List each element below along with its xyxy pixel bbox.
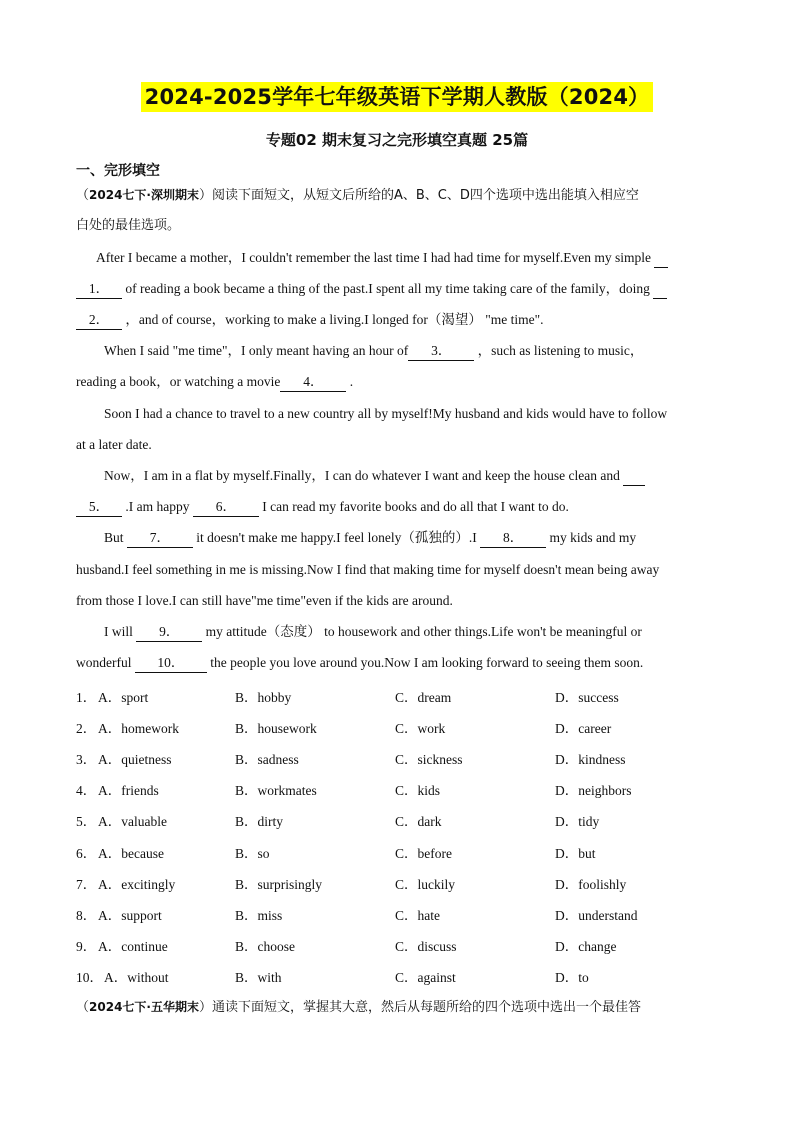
option-row: 7． A．excitingly B．surprisingly C．luckily D．foolishly bbox=[76, 873, 756, 891]
source-tag: 2024七下·五华期末 bbox=[89, 1000, 199, 1014]
option-d[interactable]: D．tidy bbox=[555, 814, 600, 829]
option-row: 4． A．friends B．workmates C．kids D．neighbors bbox=[76, 779, 756, 797]
option-d[interactable]: D．to bbox=[555, 970, 589, 985]
option-a[interactable]: A．continue bbox=[98, 939, 168, 954]
option-c[interactable]: C．kids bbox=[395, 783, 441, 798]
option-b[interactable]: B．with bbox=[235, 970, 282, 985]
option-row: 1． A．sport B．hobby C．dream D．success bbox=[76, 686, 756, 704]
option-b[interactable]: B．sadness bbox=[235, 752, 299, 767]
option-c[interactable]: C．hate bbox=[395, 908, 440, 923]
option-c[interactable]: C．luckily bbox=[395, 877, 455, 892]
passage-line: from those I love.I can still have"me time"even if the kids are around. bbox=[76, 593, 453, 608]
document-subtitle: 专题02 期末复习之完形填空真题 25篇 bbox=[265, 131, 529, 149]
blank-2[interactable]: 2． bbox=[76, 311, 122, 330]
option-a[interactable]: A．without bbox=[104, 970, 169, 985]
passage-line: After I became a mother，I couldn't remember the last time I had had time for myself.Even my simple bbox=[96, 249, 668, 268]
passage-line: wonderful 10． the people you love around you.Now I am looking forward to seeing them soon. bbox=[76, 654, 643, 673]
blank-6[interactable]: 6． bbox=[193, 498, 259, 517]
intro-line-1: （2024七下·深圳期末）阅读下面短文，从短文后所给的A、B、C、D四个选项中选出能填入相应空 bbox=[76, 188, 639, 203]
option-row: 2． A．homework B．housework C．work D．career bbox=[76, 717, 756, 735]
passage-line: When I said "me time"，I only meant having an hour of 3． ，such as listening to music， bbox=[104, 342, 643, 361]
blank-4[interactable]: 4． bbox=[280, 373, 346, 392]
option-c[interactable]: C．dream bbox=[395, 690, 452, 705]
option-b[interactable]: B．hobby bbox=[235, 690, 292, 705]
option-a[interactable]: A．friends bbox=[98, 783, 159, 798]
option-d[interactable]: D．neighbors bbox=[555, 783, 632, 798]
option-a[interactable]: A．support bbox=[98, 908, 162, 923]
document-title: 2024-2025学年七年级英语下学期人教版（2024） bbox=[141, 82, 654, 112]
option-row: 10． A．without B．with C．against D．to bbox=[76, 966, 756, 984]
option-a[interactable]: A．excitingly bbox=[98, 877, 176, 892]
passage-line: reading a book，or watching a movie 4． . bbox=[76, 373, 353, 392]
option-c[interactable]: C．work bbox=[395, 721, 446, 736]
option-c[interactable]: C．dark bbox=[395, 814, 442, 829]
passage-line: I will 9． my attitude（态度） to housework and other things.Life won't be meaningful or bbox=[104, 623, 642, 642]
passage-line: But 7． it doesn't make me happy.I feel lonely（孤独的）.I 8． my kids and my bbox=[104, 529, 636, 548]
passage-line: 5． .I am happy 6． I can read my favorite books and do all that I want to do. bbox=[76, 498, 569, 517]
option-b[interactable]: B．so bbox=[235, 846, 270, 861]
option-a[interactable]: A．sport bbox=[98, 690, 149, 705]
blank-5[interactable]: 5． bbox=[76, 498, 122, 517]
blank-9[interactable]: 9． bbox=[136, 623, 202, 642]
option-row: 8． A．support B．miss C．hate D．understand bbox=[76, 904, 756, 922]
option-d[interactable]: D．change bbox=[555, 939, 617, 954]
option-b[interactable]: B．dirty bbox=[235, 814, 284, 829]
passage-line: Now，I am in a flat by myself.Finally，I can do whatever I want and keep the house clean and bbox=[104, 467, 645, 486]
option-d[interactable]: D．foolishly bbox=[555, 877, 627, 892]
passage-line: Soon I had a chance to travel to a new country all by myself!My husband and kids would have to follow bbox=[104, 406, 668, 421]
option-b[interactable]: B．workmates bbox=[235, 783, 317, 798]
option-row: 9． A．continue B．choose C．discuss D．change bbox=[76, 935, 756, 953]
option-c[interactable]: C．discuss bbox=[395, 939, 457, 954]
option-b[interactable]: B．choose bbox=[235, 939, 295, 954]
passage-line: husband.I feel something in me is missing.Now I find that making time for myself doesn't mean being away bbox=[76, 562, 660, 577]
option-a[interactable]: A．quietness bbox=[98, 752, 172, 767]
option-b[interactable]: B．surprisingly bbox=[235, 877, 323, 892]
option-row: 3． A．quietness B．sadness C．sickness D．kindness bbox=[76, 748, 756, 766]
next-passage-intro: （2024七下·五华期末）通读下面短文，掌握其大意，然后从每题所给的四个选项中选出一个最佳答 bbox=[76, 1000, 642, 1015]
option-d[interactable]: D．but bbox=[555, 846, 596, 861]
blank-8[interactable]: 8． bbox=[480, 529, 546, 548]
option-a[interactable]: A．valuable bbox=[98, 814, 167, 829]
blank-10[interactable]: 10． bbox=[135, 654, 207, 673]
option-row: 6． A．because B．so C．before D．but bbox=[76, 842, 756, 860]
passage-line: 2． ，and of course，working to make a living.I longed for（渴望） "me time". bbox=[76, 311, 544, 330]
section-heading: 一、完形填空 bbox=[76, 163, 160, 179]
option-d[interactable]: D．career bbox=[555, 721, 612, 736]
option-c[interactable]: C．sickness bbox=[395, 752, 463, 767]
option-a[interactable]: A．because bbox=[98, 846, 164, 861]
passage-line: 1． of reading a book became a thing of the past.I spent all my time taking care of the family，doing bbox=[76, 280, 667, 299]
option-d[interactable]: D．kindness bbox=[555, 752, 626, 767]
blank-3[interactable]: 3． bbox=[408, 342, 474, 361]
option-d[interactable]: D．understand bbox=[555, 908, 638, 923]
option-row: 5． A．valuable B．dirty C．dark D．tidy bbox=[76, 810, 756, 828]
intro-line-2: 白处的最佳选项。 bbox=[76, 218, 181, 233]
option-d[interactable]: D．success bbox=[555, 690, 619, 705]
option-c[interactable]: C．before bbox=[395, 846, 452, 861]
option-b[interactable]: B．miss bbox=[235, 908, 283, 923]
option-a[interactable]: A．homework bbox=[98, 721, 179, 736]
source-tag: 2024七下·深圳期末 bbox=[89, 188, 199, 202]
option-b[interactable]: B．housework bbox=[235, 721, 317, 736]
blank-7[interactable]: 7． bbox=[127, 529, 193, 548]
option-c[interactable]: C．against bbox=[395, 970, 456, 985]
blank-1[interactable]: 1． bbox=[76, 280, 122, 299]
passage-line: at a later date. bbox=[76, 437, 152, 452]
